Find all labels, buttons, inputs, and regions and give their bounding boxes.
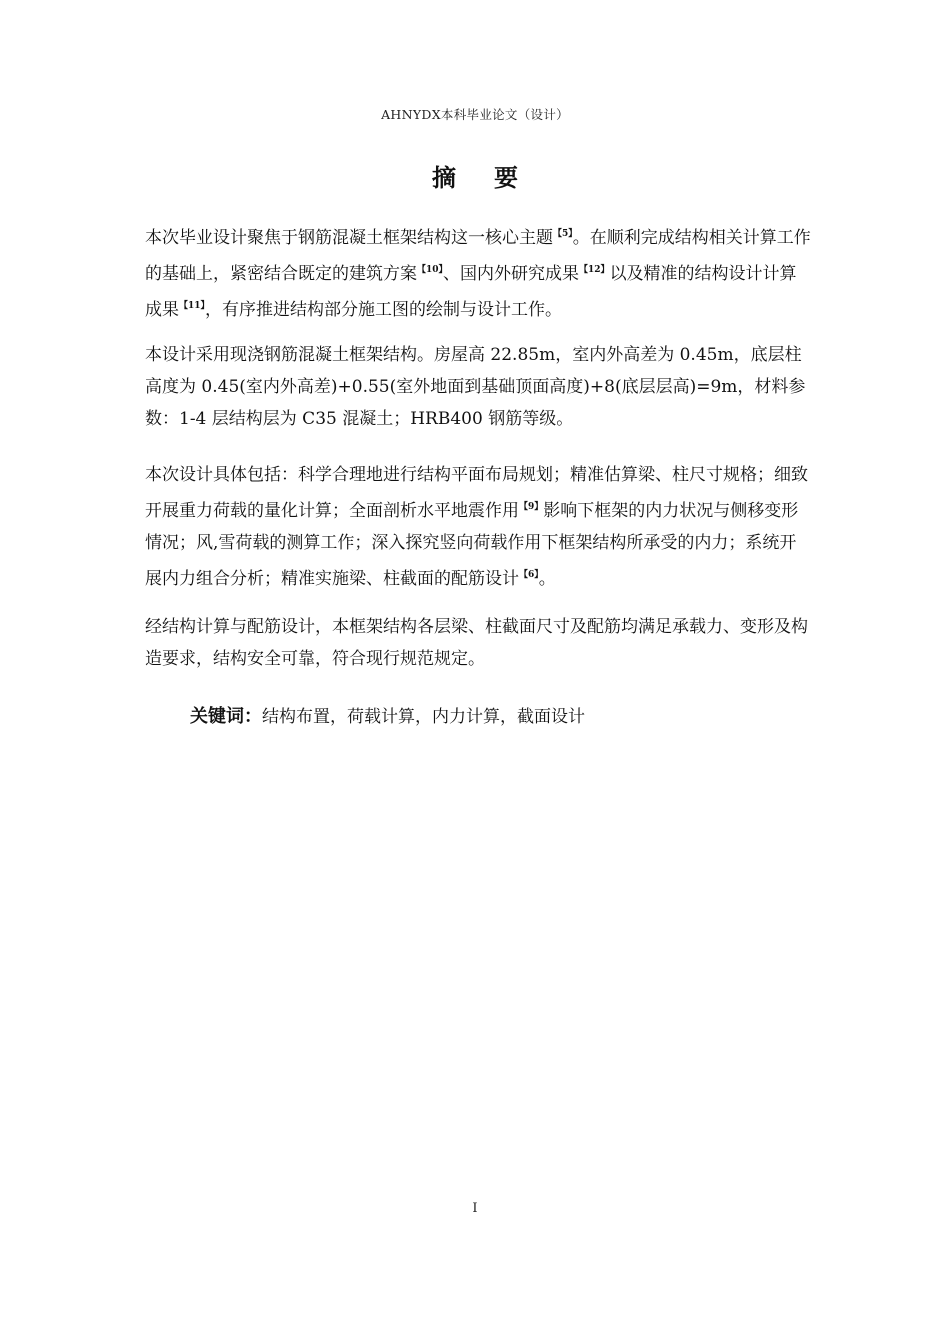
paragraph-text: 以及精准的结构设计计算成果: [145, 264, 797, 320]
abstract-paragraph-2: [145, 339, 811, 435]
paragraph-text: 本次设计具体包括：科学合理地进行结构平面布局规划；精准估算梁、柱尺寸规格；细致开展重力荷载的量化计算；全面剖析水平地震作用: [145, 465, 808, 521]
paragraph-text: 影响下框架的内力状况与侧移变形情况；风,雪荷载的测算工作；深入探究竖向荷载作用下框架结构所承受的内力；系统开展内力组合分析；精准实施梁、柱截面的配筋设计: [145, 501, 799, 589]
keywords-label: 关键词：: [190, 706, 262, 727]
page-header: AHNYDX本科毕业论文（设计）: [381, 107, 569, 122]
paragraph-text: 本设计采用现浇钢筋混凝土框架结构。房屋高 22.85m，室内外高差为 0.45m，底层柱高度为 0.45(室内外高差)+0.55(室外地面到基础顶面高度)+8(底层层高)=9m，材料参数：1-4 层结构层为 C35 混凝土；HRB400 钢筋等级。: [145, 345, 806, 429]
paragraph-text: 本次毕业设计聚焦于钢筋混凝土框架结构这一核心主题: [145, 228, 553, 248]
citation-ref: 【12】: [579, 265, 610, 275]
citation-ref: 【11】: [179, 301, 206, 311]
paragraph-text: 、国内外研究成果: [443, 264, 580, 284]
abstract-title: 摘要: [432, 164, 556, 192]
paragraph-text: 。在顺利完成结构相关计算工作的基础上，紧密结合既定的建筑方案: [145, 228, 811, 284]
keywords-text: 结构布置，荷载计算，内力计算，截面设计: [262, 707, 585, 727]
paragraph-text: 。: [538, 569, 556, 589]
abstract-paragraph-4: [145, 611, 811, 675]
paragraph-text: ，有序推进结构部分施工图的绘制与设计工作。: [205, 300, 563, 320]
abstract-paragraph-1: [145, 218, 811, 326]
page-number: I: [472, 1201, 478, 1216]
citation-ref: 【10】: [417, 265, 444, 275]
citation-ref: 【5】: [553, 229, 573, 239]
paragraph-text: 经结构计算与配筋设计，本框架结构各层梁、柱截面尺寸及配筋均满足承载力、变形及构造要求，结构安全可靠，符合现行规范规定。: [145, 617, 808, 669]
abstract-paragraph-3: [145, 459, 811, 595]
keywords-line: [190, 702, 810, 732]
citation-ref: 【9】: [519, 502, 544, 512]
citation-ref: 【6】: [519, 570, 539, 580]
